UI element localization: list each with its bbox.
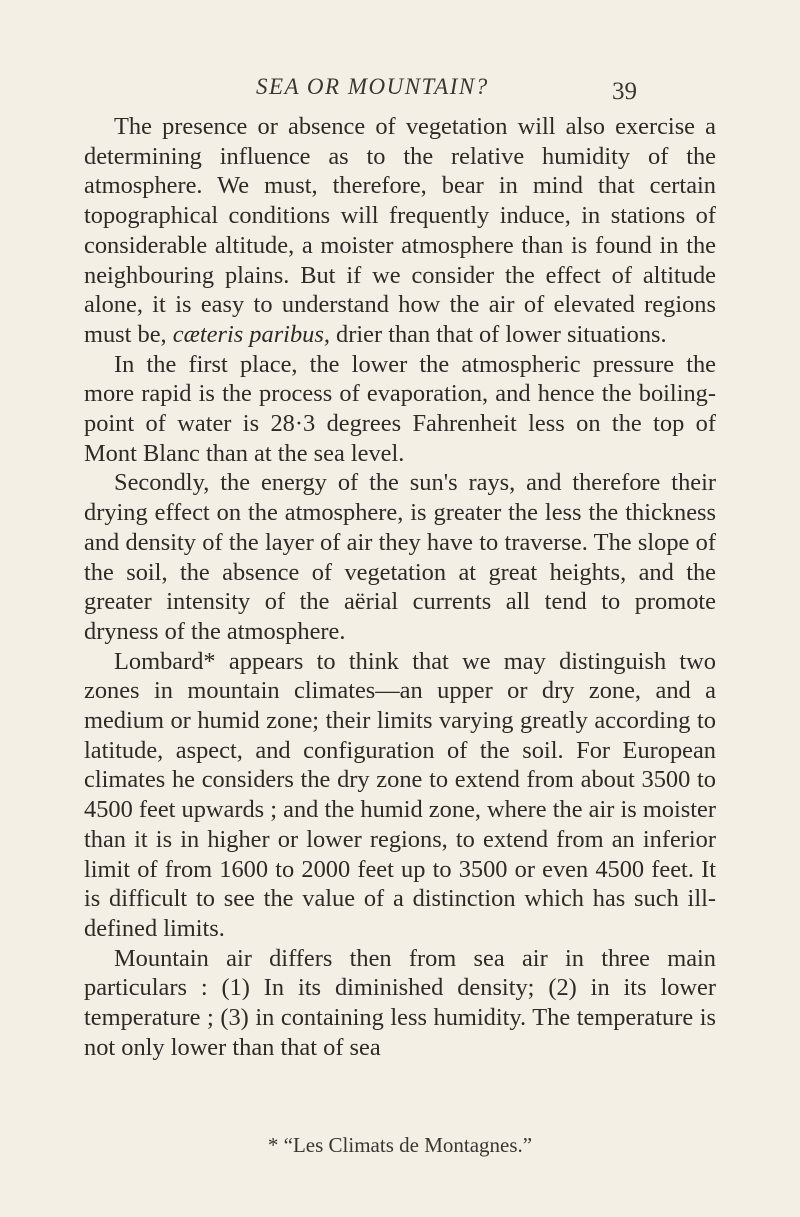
paragraph (84, 112, 716, 350)
paragraph: In the first place, the lower the atmospheric pressure the more rapid is the process of evaporation, and hence the boiling-point of water is 28·3 degrees Fahrenheit less on the top of Mont Blanc than at the sea level. (84, 350, 716, 467)
body-text (84, 112, 716, 1063)
running-title: SEA OR MOUNTAIN? (256, 74, 489, 99)
latin-phrase: cæteris paribus, (172, 320, 330, 348)
paragraph: Secondly, the energy of the sun's rays, and therefore their drying effect on the atmosphere, is greater the less the thickness and density of the layer of air they have to traverse. The slope of the soil, the absence of vegetation at great heights, and the greater intensity of the aërial currents all tend to promote dryness of the atmosphere. (84, 469, 716, 645)
paragraph-text-continued: drier than that of lower situations. (329, 320, 667, 348)
page-number: 39 (612, 78, 637, 105)
footnote: * “Les Climats de Montagnes.” (267, 1133, 533, 1157)
paragraph-text: The presence or absence of vegetation will also exercise a determining influence as to the relative humidity of the atmosphere. We must, therefore, bear in mind that certain topographical conditions will frequently induce, in stations of considerable altitude, a moister atmosphere than is found in the neighbouring plains. But if we consider the effect of altitude alone, it is easy to understand how the air of elevated regions must be, (84, 113, 716, 348)
paragraph: Lombard* appears to think that we may distinguish two zones in mountain climates—an upper or dry zone, and a medium or humid zone; their limits varying greatly according to latitude, aspect, and configuration of the soil. For European climates he considers the dry zone to extend from about 3500 to 4500 feet upwards ; and the humid zone, where the air is moister than it is in higher or lower regions, to extend from an inferior limit of from 1600 to 2000 feet up to 3500 or even 4500 feet. It is difficult to see the value of a distinction which has such ill-defined limits. (84, 647, 716, 942)
running-head (0, 74, 800, 104)
paragraph: Mountain air differs then from sea air in three main particulars : (1) In its diminished density; (2) in its lower temperature ; (3) in containing less humidity. The temperature is not only lower than that of sea (84, 944, 716, 1061)
